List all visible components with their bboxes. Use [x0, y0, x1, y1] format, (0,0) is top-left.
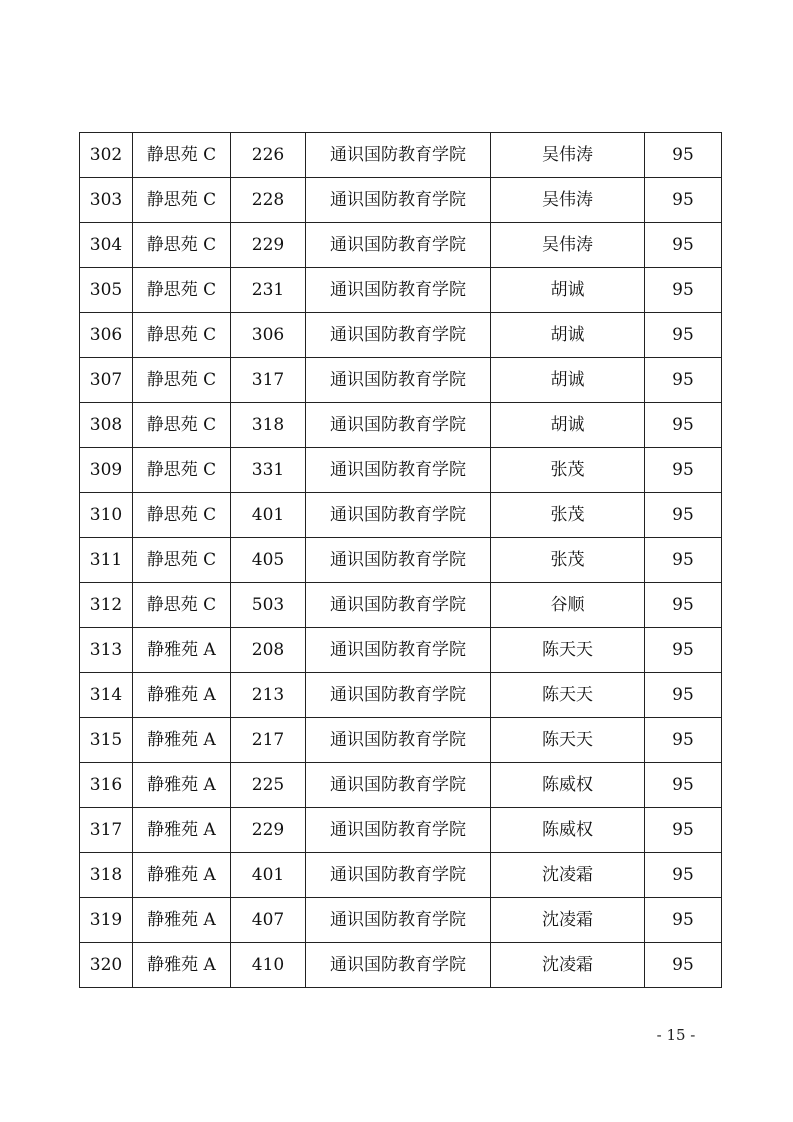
table-row [80, 313, 722, 358]
cell-seq: 312 [80, 583, 133, 628]
cell-building: 静雅苑 A [133, 898, 231, 943]
table-row [80, 133, 722, 178]
cell-college: 通识国防教育学院 [306, 763, 491, 808]
cell-room: 226 [231, 133, 306, 178]
cell-seq: 318 [80, 853, 133, 898]
cell-seq: 307 [80, 358, 133, 403]
table-row [80, 763, 722, 808]
table-row [80, 673, 722, 718]
cell-building: 静思苑 C [133, 493, 231, 538]
dormitory-score-table [79, 132, 722, 988]
cell-room: 410 [231, 943, 306, 988]
cell-room: 231 [231, 268, 306, 313]
cell-room: 229 [231, 808, 306, 853]
cell-building: 静思苑 C [133, 538, 231, 583]
cell-college: 通识国防教育学院 [306, 583, 491, 628]
table-row [80, 403, 722, 448]
cell-seq: 314 [80, 673, 133, 718]
cell-name: 沈凌霜 [491, 898, 645, 943]
cell-college: 通识国防教育学院 [306, 133, 491, 178]
cell-name: 沈凌霜 [491, 943, 645, 988]
cell-score: 95 [645, 493, 722, 538]
cell-score: 95 [645, 133, 722, 178]
cell-seq: 310 [80, 493, 133, 538]
cell-score: 95 [645, 313, 722, 358]
cell-score: 95 [645, 448, 722, 493]
cell-room: 213 [231, 673, 306, 718]
cell-building: 静雅苑 A [133, 628, 231, 673]
cell-college: 通识国防教育学院 [306, 628, 491, 673]
cell-name: 陈天天 [491, 718, 645, 763]
table-row [80, 718, 722, 763]
cell-room: 407 [231, 898, 306, 943]
cell-college: 通识国防教育学院 [306, 358, 491, 403]
cell-name: 吴伟涛 [491, 178, 645, 223]
cell-name: 陈威权 [491, 763, 645, 808]
cell-score: 95 [645, 583, 722, 628]
cell-room: 217 [231, 718, 306, 763]
cell-college: 通识国防教育学院 [306, 448, 491, 493]
cell-seq: 315 [80, 718, 133, 763]
cell-room: 405 [231, 538, 306, 583]
cell-room: 317 [231, 358, 306, 403]
cell-building: 静思苑 C [133, 223, 231, 268]
cell-score: 95 [645, 673, 722, 718]
table-row [80, 853, 722, 898]
table-row [80, 898, 722, 943]
table-row [80, 448, 722, 493]
cell-room: 306 [231, 313, 306, 358]
cell-building: 静雅苑 A [133, 943, 231, 988]
cell-seq: 316 [80, 763, 133, 808]
cell-seq: 313 [80, 628, 133, 673]
table-row [80, 223, 722, 268]
table-row [80, 808, 722, 853]
cell-seq: 309 [80, 448, 133, 493]
cell-name: 胡诚 [491, 403, 645, 448]
cell-name: 张茂 [491, 538, 645, 583]
cell-name: 张茂 [491, 493, 645, 538]
cell-college: 通识国防教育学院 [306, 853, 491, 898]
cell-building: 静雅苑 A [133, 853, 231, 898]
table-row [80, 358, 722, 403]
cell-college: 通识国防教育学院 [306, 538, 491, 583]
cell-score: 95 [645, 268, 722, 313]
cell-name: 胡诚 [491, 313, 645, 358]
cell-score: 95 [645, 538, 722, 583]
cell-college: 通识国防教育学院 [306, 493, 491, 538]
cell-score: 95 [645, 223, 722, 268]
cell-building: 静思苑 C [133, 583, 231, 628]
table-row [80, 268, 722, 313]
cell-name: 陈威权 [491, 808, 645, 853]
cell-room: 331 [231, 448, 306, 493]
table-row [80, 628, 722, 673]
cell-name: 陈天天 [491, 628, 645, 673]
page-number: - 15 - [656, 1026, 696, 1044]
cell-score: 95 [645, 628, 722, 673]
cell-room: 401 [231, 493, 306, 538]
cell-seq: 317 [80, 808, 133, 853]
cell-building: 静思苑 C [133, 133, 231, 178]
cell-seq: 306 [80, 313, 133, 358]
cell-room: 225 [231, 763, 306, 808]
cell-college: 通识国防教育学院 [306, 403, 491, 448]
cell-score: 95 [645, 898, 722, 943]
cell-building: 静雅苑 A [133, 763, 231, 808]
table-row [80, 538, 722, 583]
cell-college: 通识国防教育学院 [306, 808, 491, 853]
cell-seq: 302 [80, 133, 133, 178]
cell-building: 静雅苑 A [133, 673, 231, 718]
cell-building: 静思苑 C [133, 178, 231, 223]
cell-name: 张茂 [491, 448, 645, 493]
cell-college: 通识国防教育学院 [306, 313, 491, 358]
cell-score: 95 [645, 403, 722, 448]
cell-score: 95 [645, 763, 722, 808]
cell-seq: 305 [80, 268, 133, 313]
cell-seq: 303 [80, 178, 133, 223]
cell-seq: 319 [80, 898, 133, 943]
cell-room: 318 [231, 403, 306, 448]
table-row [80, 178, 722, 223]
cell-building: 静思苑 C [133, 358, 231, 403]
cell-seq: 311 [80, 538, 133, 583]
cell-seq: 320 [80, 943, 133, 988]
cell-college: 通识国防教育学院 [306, 718, 491, 763]
cell-college: 通识国防教育学院 [306, 673, 491, 718]
table-body [80, 133, 722, 988]
table-row [80, 943, 722, 988]
table-row [80, 583, 722, 628]
cell-score: 95 [645, 853, 722, 898]
cell-score: 95 [645, 943, 722, 988]
table-row [80, 493, 722, 538]
cell-room: 401 [231, 853, 306, 898]
cell-seq: 308 [80, 403, 133, 448]
cell-name: 吴伟涛 [491, 133, 645, 178]
cell-name: 谷顺 [491, 583, 645, 628]
cell-room: 229 [231, 223, 306, 268]
cell-college: 通识国防教育学院 [306, 178, 491, 223]
cell-building: 静雅苑 A [133, 808, 231, 853]
cell-college: 通识国防教育学院 [306, 268, 491, 313]
cell-score: 95 [645, 358, 722, 403]
cell-score: 95 [645, 718, 722, 763]
cell-room: 503 [231, 583, 306, 628]
cell-name: 吴伟涛 [491, 223, 645, 268]
cell-name: 沈凌霜 [491, 853, 645, 898]
cell-score: 95 [645, 808, 722, 853]
cell-building: 静雅苑 A [133, 718, 231, 763]
cell-college: 通识国防教育学院 [306, 223, 491, 268]
cell-building: 静思苑 C [133, 448, 231, 493]
cell-building: 静思苑 C [133, 268, 231, 313]
cell-building: 静思苑 C [133, 313, 231, 358]
cell-building: 静思苑 C [133, 403, 231, 448]
cell-room: 228 [231, 178, 306, 223]
cell-room: 208 [231, 628, 306, 673]
cell-college: 通识国防教育学院 [306, 898, 491, 943]
cell-name: 胡诚 [491, 358, 645, 403]
cell-college: 通识国防教育学院 [306, 943, 491, 988]
cell-seq: 304 [80, 223, 133, 268]
cell-score: 95 [645, 178, 722, 223]
cell-name: 胡诚 [491, 268, 645, 313]
cell-name: 陈天天 [491, 673, 645, 718]
